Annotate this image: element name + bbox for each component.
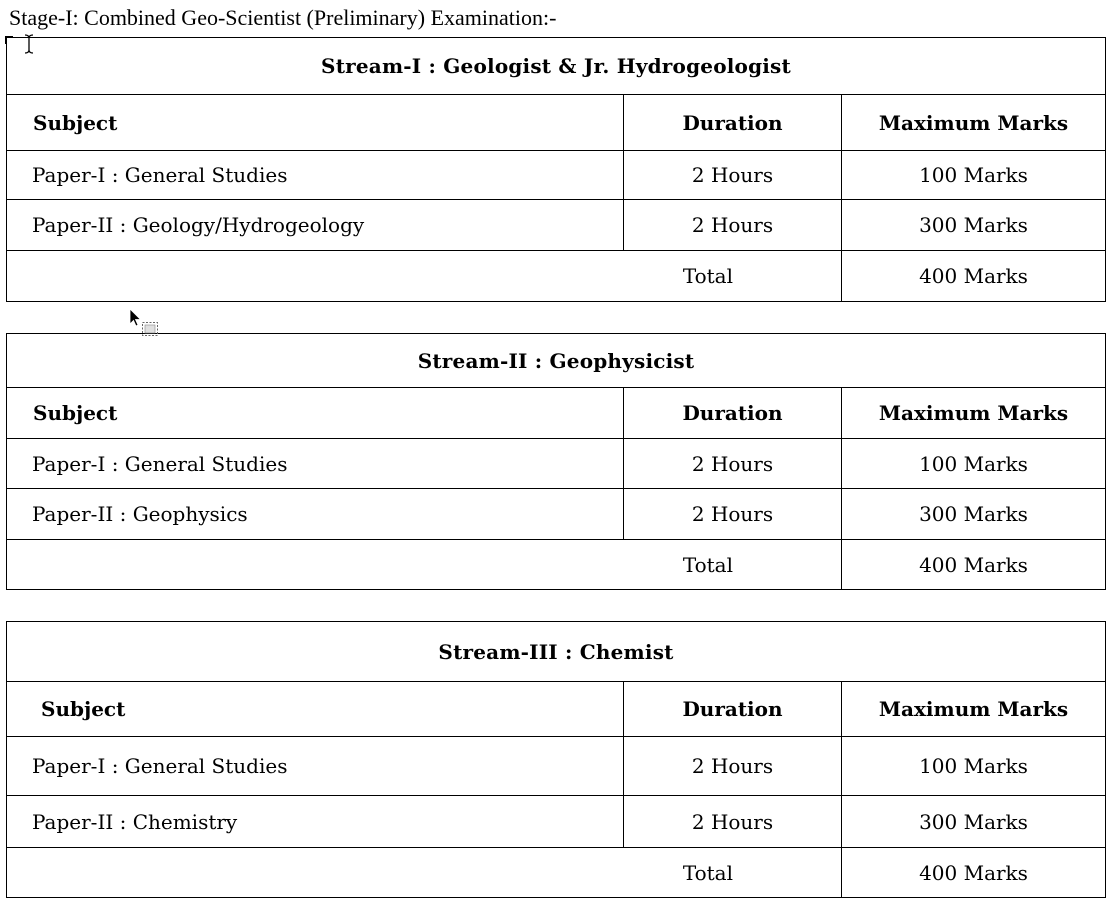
table-row (7, 796, 1106, 848)
table-row (7, 439, 1106, 489)
marks-cell: 300 Marks (842, 489, 1106, 540)
subject-cell: Paper-II : Geophysics (7, 489, 624, 540)
stream-2-table (6, 333, 1106, 590)
duration-cell: 2 Hours (624, 151, 842, 200)
column-header-duration: Duration (624, 388, 842, 439)
column-header-marks: Maximum Marks (842, 682, 1106, 737)
total-marks: 400 Marks (842, 848, 1106, 898)
duration-cell: 2 Hours (624, 796, 842, 848)
column-header-marks: Maximum Marks (842, 388, 1106, 439)
total-marks: 400 Marks (842, 540, 1106, 590)
column-header-subject: Subject (7, 95, 624, 151)
column-header-marks: Maximum Marks (842, 95, 1106, 151)
table-title: Stream-II : Geophysicist (7, 334, 1106, 388)
mouse-pointer-drag-icon (129, 308, 163, 342)
table-title: Stream-I : Geologist & Jr. Hydrogeologist (7, 38, 1106, 95)
duration-cell: 2 Hours (624, 200, 842, 251)
subject-cell: Paper-I : General Studies (7, 737, 624, 796)
column-header-duration: Duration (624, 682, 842, 737)
duration-cell: 2 Hours (624, 439, 842, 489)
total-row (7, 848, 1106, 898)
stream-3-table (6, 621, 1106, 898)
marks-cell: 100 Marks (842, 737, 1106, 796)
table-row (7, 737, 1106, 796)
total-row (7, 540, 1106, 590)
column-header-duration: Duration (624, 95, 842, 151)
table-row (7, 489, 1106, 540)
marks-cell: 100 Marks (842, 151, 1106, 200)
subject-cell: Paper-II : Geology/Hydrogeology (7, 200, 624, 251)
table-row (7, 151, 1106, 200)
duration-cell: 2 Hours (624, 737, 842, 796)
duration-cell: 2 Hours (624, 489, 842, 540)
marks-cell: 300 Marks (842, 796, 1106, 848)
total-marks: 400 Marks (842, 251, 1106, 302)
table-row (7, 200, 1106, 251)
total-label: Total (7, 848, 842, 898)
marks-cell: 300 Marks (842, 200, 1106, 251)
subject-cell: Paper-I : General Studies (7, 439, 624, 489)
table-title: Stream-III : Chemist (7, 622, 1106, 682)
stream-1-table (6, 37, 1106, 302)
page-heading: Stage-I: Combined Geo-Scientist (Preliminary) Examination:- (9, 5, 557, 30)
total-label: Total (7, 540, 842, 590)
marks-cell: 100 Marks (842, 439, 1106, 489)
total-row (7, 251, 1106, 302)
subject-cell: Paper-II : Chemistry (7, 796, 624, 848)
column-header-subject: Subject (7, 682, 624, 737)
column-header-subject: Subject (7, 388, 624, 439)
subject-cell: Paper-I : General Studies (7, 151, 624, 200)
total-label: Total (7, 251, 842, 302)
